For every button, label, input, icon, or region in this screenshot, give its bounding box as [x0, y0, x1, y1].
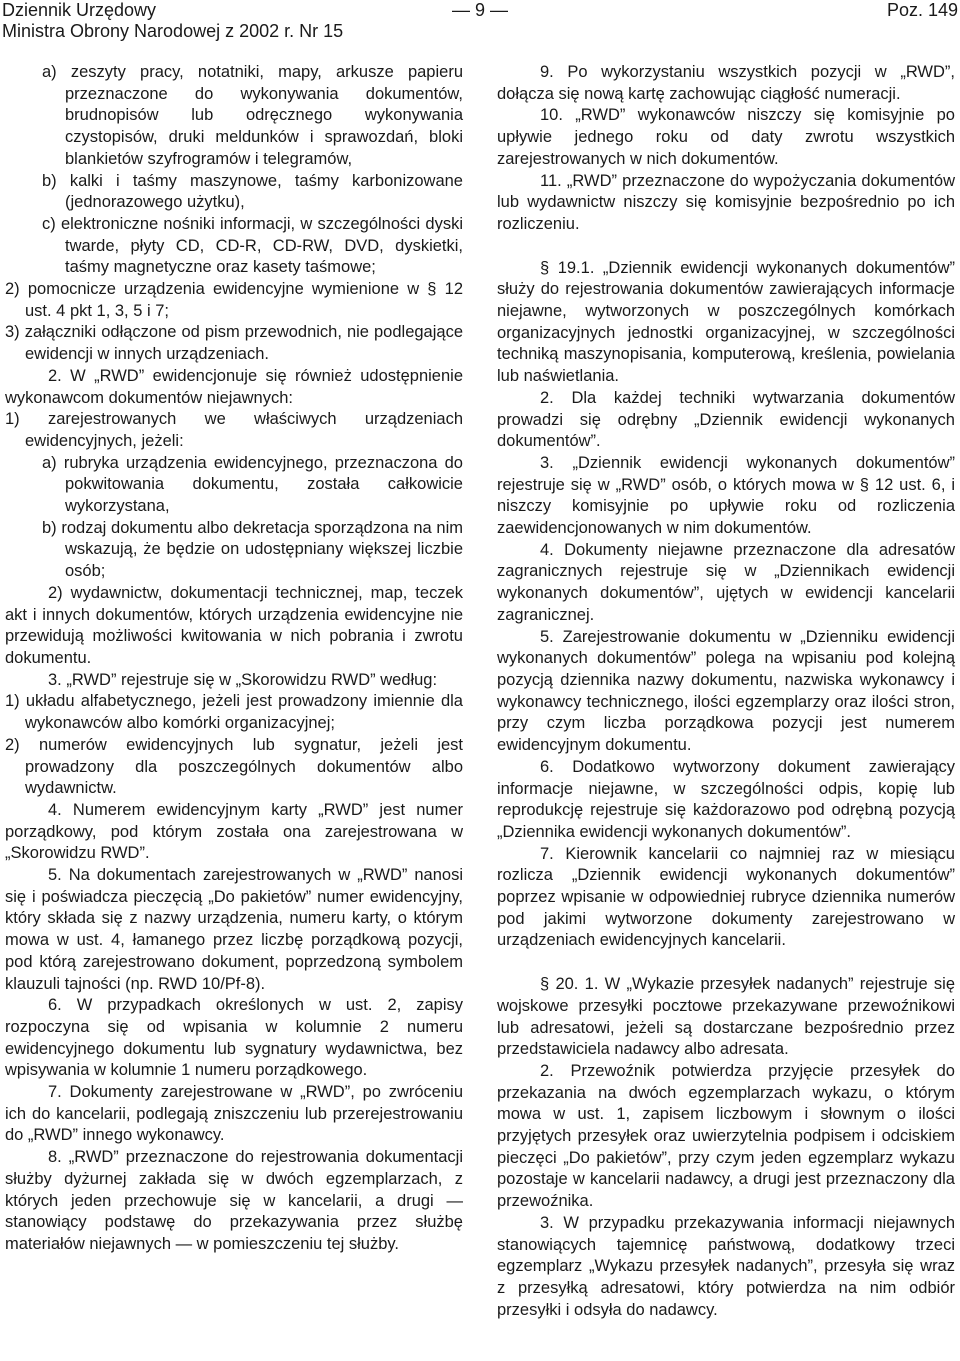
paragraph: 5. Na dokumentach zarejestrowanych w „RWD” nanosi się i poświadcza pieczęcią „Do pakietów” numer ewidencyjny, który składa się z nazwy urządzenia, numeru karty, o którym mowa w ust. 4, łamanego przez liczbę porządkową pozycji, pod którą zarejestrowano dokument, poprzedzoną symbolem klauzuli tajności (np. RWD 10/Pf-8). — [5, 866, 463, 993]
paragraph: 9. Po wykorzystaniu wszystkich pozycji w „RWD”, dołącza się nową kartę zachowując ciągłość numeracji. — [497, 63, 955, 103]
paragraph: a) zeszyty pracy, notatniki, mapy, arkusze papieru przeznaczone do wykonywania dokumentów, brudnopisów lub odręcznego wykonywania czystopisów, druki meldunków i sprawozdań, bloki blankietów szyfrogramów i telegramów, — [42, 63, 463, 168]
paragraph: 7. Kierownik kancelarii co najmniej raz w miesiącu rozlicza „Dziennik ewidencji wykonanych dokumentów” poprzez wpisanie w odpowiedniej rubryce dziennika numerów pod jakimi wytworzone dokumenty zarejestrowano w urządzeniach ewidencyjnych kancelarii. — [497, 844, 955, 950]
paragraph: b) kalki i taśmy maszynowe, taśmy karbonizowane (jednorazowego użytku), — [42, 171, 463, 212]
paragraph: 3. „Dziennik ewidencji wykonanych dokumentów” rejestruje się w „RWD” osób, o których mowa w § 12 ust. 6, i niszczy komisyjnie po upływie roku od rozliczenia zaewidencjonowanych w nim dokumentów. — [497, 453, 955, 538]
paragraph: 3. „RWD” rejestruje się w „Skorowidzu RWD” według: — [48, 670, 438, 689]
paragraph: 1) układu alfabetycznego, jeżeli jest prowadzony imiennie dla wykonawców albo komórki organizacyjnej; — [5, 692, 463, 733]
paragraph: 7. Dokumenty zarejestrowane w „RWD”, po zwróceniu ich do kancelarii, podlegają zniszczeniu lub przerejestrowaniu do „RWD” innego wykonawcy. — [5, 1083, 463, 1145]
paragraph: a) rubryka urządzenia ewidencyjnego, przeznaczona do pokwitowania dokumentu, została całkowicie wykorzystana, — [42, 453, 463, 516]
paragraph: 4. Dokumenty niejawne przeznaczone dla adresatów zagranicznych rejestruje się w „Dziennikach ewidencji wykonanych dokumentów”, ujętych w ewidencji kancelarii zagranicznej. — [497, 540, 955, 624]
paragraph: 6. W przypadkach określonych w ust. 2, zapisy rozpoczyna się od wpisania w kolumnie 2 numeru ewidencyjnego dokumentu lub sygnatury wydawnictwa, bez wpisywania w kolumnie 1 numeru porządkowego. — [5, 996, 463, 1080]
page-number: — 9 — — [451, 0, 508, 20]
paragraph: b) rodzaj dokumentu albo dekretacja sporządzona na nim wskazują, że będzie on udostępniany większej liczbie osób; — [42, 518, 463, 581]
journal-title: Dziennik Urzędowy — [2, 0, 157, 20]
section-paragraph: § 20. 1. W „Wykazie przesyłek nadanych” rejestruje się wojskowe przesyłki pocztowe przekazywane przewoźnikowi lub adresatowi, jeżeli są dostarczane bezpośrednio przez przedstawiciela nadawcy albo adresata. — [497, 975, 955, 1059]
ministry-issue: Ministra Obrony Narodowej z 2002 r. Nr 15 — [2, 21, 344, 41]
right-column — [497, 62, 955, 1321]
paragraph: 10. „RWD” wykonawców niszczy się komisyjnie po upływie jednego roku od daty zwrotu wszystkich zarejestrowanych w nich dokumentów. — [497, 106, 955, 168]
paragraph: 5. Zarejestrowanie dokumentu w „Dzienniku ewidencji wykonanych dokumentów” polega na wpisaniu pod kolejną pozycją dziennika nazwy dokumentu, nazwiska wykonawcy i wykonawcy technicznego, ilości egzemplarzy oraz ilości stron, przy czym liczba porządkowa pozycji jest numerem ewidencyjnym dokumentu. — [497, 627, 955, 755]
paragraph: 2) numerów ewidencyjnych lub sygnatur, jeżeli jest prowadzony dla poszczególnych dokumentów albo wydawnictw. — [5, 735, 463, 798]
paragraph: 8. „RWD” przeznaczone do rejestrowania dokumentacji służby dyżurnej zakłada się w dwóch egzemplarzach, z których jeden przechowuje się w kancelarii, a drugi — stanowiący podstawę do przekazywania przez służbę materiałów niejawnych — w pomieszczeniu tej służby. — [5, 1148, 463, 1253]
section-gap — [497, 236, 955, 258]
paragraph: 2. W „RWD” ewidencjonuje się również udostępnienie wykonawcom dokumentów niejawnych: — [5, 366, 463, 407]
page-header — [0, 0, 960, 44]
paragraph: 2) pomocnicze urządzenia ewidencyjne wymienione w § 12 ust. 4 pkt 1, 3, 5 i 7; — [5, 280, 463, 320]
paragraph: 11. „RWD” przeznaczone do wypożyczania dokumentów lub wydawnictw niszczy się komisyjnie bezpośrednio po ich rozliczeniu. — [497, 171, 955, 233]
section-paragraph: § 19.1. „Dziennik ewidencji wykonanych dokumentów” służy do rejestrowania dokumentów zawierających informacje niejawne, wytworzonych w poszczególnych komórkach organizacyjnych jednostki organizacyjnej, w szczególności techniką maszynopisania, komputerową, kreślenia, powielania lub naświetlania. — [497, 258, 955, 386]
paragraph: 3. W przypadku przekazywania informacji niejawnych stanowiących tajemnicę państwową, dodatkowy trzeci egzemplarz „Wykazu przesyłek nadanych”, przesyła się wraz z przesyłką adresatowi, który potwierdza na nim odbiór przesyłki i odsyła do nadawcy. — [497, 1213, 955, 1319]
paragraph: 2. Dla każdej techniki wytwarzania dokumentów prowadzi się odrębny „Dziennik ewidencji wykonanych dokumentów”. — [497, 388, 955, 451]
position-number: Poz. 149 — [886, 0, 958, 20]
left-column — [5, 62, 463, 1256]
paragraph: 1) zarejestrowanych we właściwych urządzeniach ewidencyjnych, jeżeli: — [5, 410, 463, 450]
section-gap — [497, 952, 955, 974]
paragraph: 2. Przewoźnik potwierdza przyjęcie przesyłek do przekazania na dwóch egzemplarzach wykazu, o którym mowa w ust. 1, zapisem liczbowym i słownym o ilości przyjętych przesyłek oraz uwierzytelnia podpisem i odciskiem pieczęci „Do pakietów”, przy czym jeden egzemplarz wykazu pozostaje w kancelarii nadawcy, a drugi jest przeznaczony dla przewoźnika. — [497, 1061, 955, 1211]
paragraph: 6. Dodatkowo wytworzony dokument zawierający informacje niejawne, w szczególności odpis, kopię lub reprodukcję rejestruje się każdorazowo pod odrębną pozycją „Dziennika ewidencji wykonanych dokumentów”. — [497, 757, 955, 841]
paragraph: 2) wydawnictw, dokumentacji technicznej, map, teczek akt i innych dokumentów, których urządzenia ewidencyjne nie przewidują możliwości kwitowania w nich pobrania i zwrotu dokumentu. — [5, 583, 463, 667]
paragraph: c) elektroniczne nośniki informacji, w szczególności dyski twarde, płyty CD, CD-R, CD-RW, DVD, dyskietki, taśmy magnetyczne oraz kasety taśmowe; — [42, 214, 463, 277]
paragraph: 4. Numerem ewidencyjnym karty „RWD” jest numer porządkowy, pod którym została ona zarejestrowana w „Skorowidzu RWD”. — [5, 800, 463, 863]
paragraph: 3) załączniki odłączone od pism przewodnich, nie podlegające ewidencji w innych urządzeniach. — [5, 323, 463, 364]
